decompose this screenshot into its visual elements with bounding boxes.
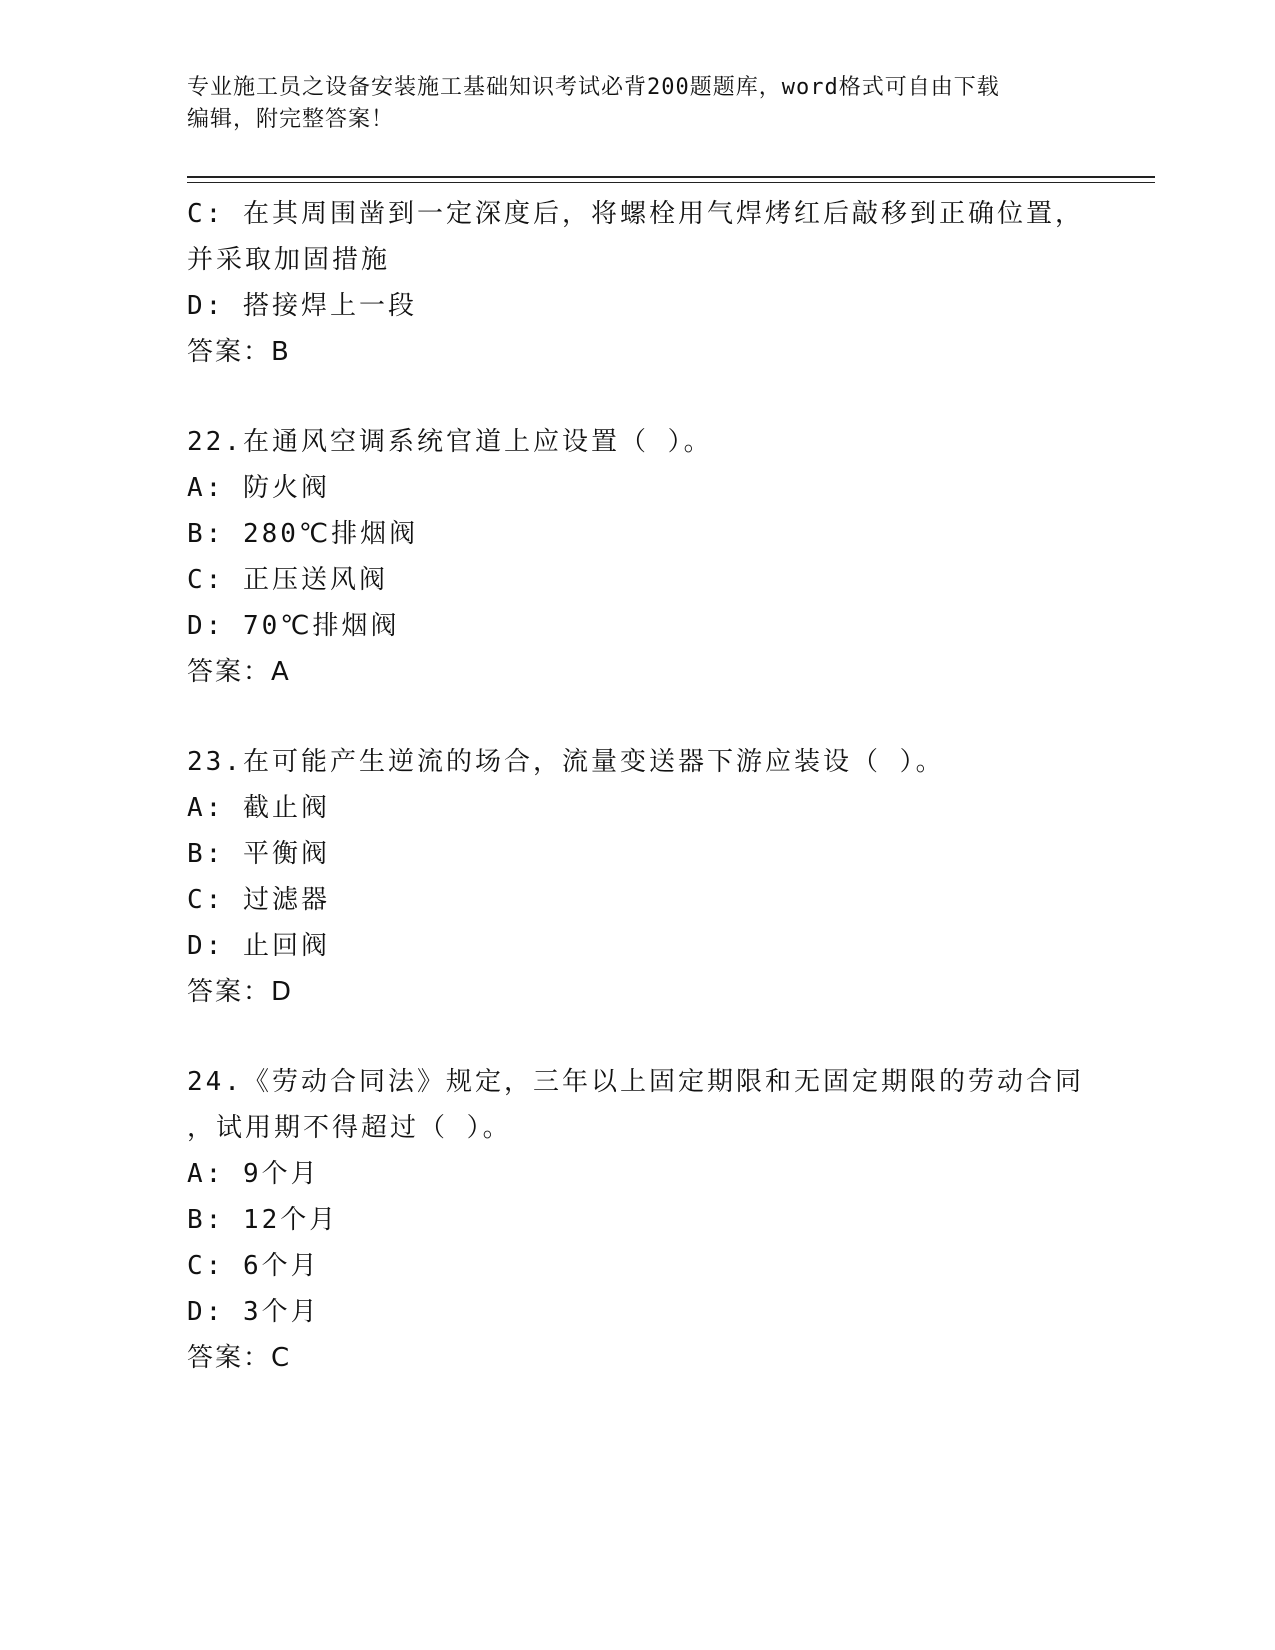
question-22: [187, 419, 1107, 695]
header-title-line-1: 专业施工员之设备安装施工基础知识考试必背200题题库，word格式可自由下载: [187, 75, 1000, 100]
option-c: C: 6个月: [187, 1251, 320, 1281]
option-c: C: 过滤器: [187, 885, 330, 915]
question-stem-line-1: 24.《劳动合同法》规定，三年以上固定期限和无固定期限的劳动合同: [187, 1067, 1084, 1097]
spacer: [187, 695, 1107, 739]
spacer: [187, 1015, 1107, 1059]
option-c-line-2: 并采取加固措施: [187, 245, 391, 275]
option-d: D: 搭接焊上一段: [187, 291, 417, 321]
question-23: [187, 739, 1107, 1015]
option-b: B: 12个月: [187, 1205, 339, 1235]
header-divider-thin: [187, 182, 1155, 183]
document-header: [187, 72, 1067, 136]
question-stem-line-2: ，试用期不得超过（ ）。: [187, 1113, 512, 1143]
header-divider-thick: [187, 176, 1155, 178]
question-stem: 22.在通风空调系统官道上应设置（ ）。: [187, 427, 713, 457]
answer-label: 答案：A: [187, 657, 291, 687]
answer-label: 答案：D: [187, 977, 294, 1007]
spacer: [187, 375, 1107, 419]
option-d: D: 3个月: [187, 1297, 320, 1327]
question-21-continued: [187, 191, 1107, 375]
header-title-line-2: 编辑，附完整答案！: [187, 107, 395, 132]
answer-label: 答案：B: [187, 337, 291, 367]
option-a: A: 9个月: [187, 1159, 320, 1189]
question-stem: 23.在可能产生逆流的场合，流量变送器下游应装设（ ）。: [187, 747, 945, 777]
option-b: B: 280℃排烟阀: [187, 519, 419, 549]
option-d: D: 70℃排烟阀: [187, 611, 400, 641]
option-c-line-1: C: 在其周围凿到一定深度后，将螺栓用气焊烤红后敲移到正确位置，: [187, 199, 1084, 229]
answer-label: 答案：C: [187, 1343, 292, 1373]
option-c: C: 正压送风阀: [187, 565, 388, 595]
option-d: D: 止回阀: [187, 931, 330, 961]
question-24: [187, 1059, 1107, 1381]
option-a: A: 截止阀: [187, 793, 330, 823]
question-list: [187, 191, 1107, 1381]
option-a: A: 防火阀: [187, 473, 330, 503]
option-b: B: 平衡阀: [187, 839, 330, 869]
